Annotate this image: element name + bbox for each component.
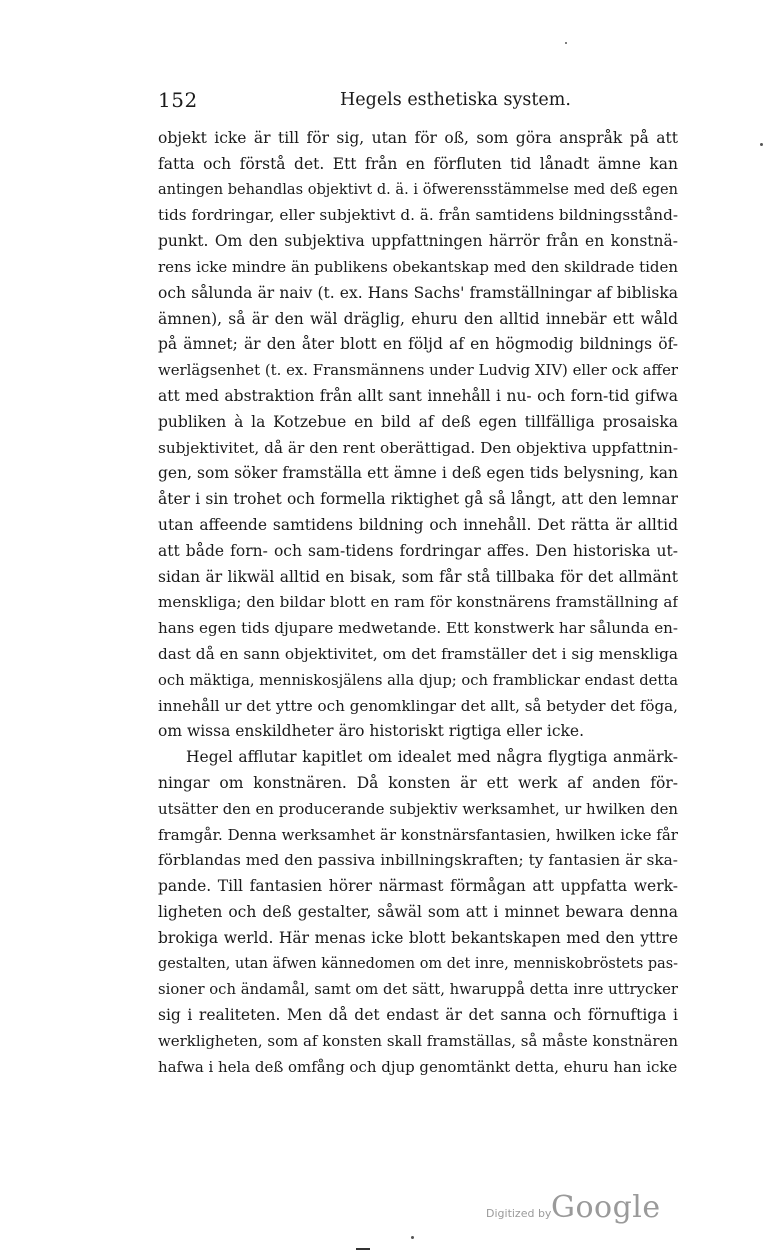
text-line: antingen behandlas objektivt d. ä. i öfwerensstämmelse med deß egen	[158, 181, 678, 198]
google-logo: Google	[551, 1190, 661, 1225]
text-line: objekt icke är till för sig, utan för oß, som göra anspråk på att	[158, 129, 678, 147]
text-line: fatta och förstå det. Ett från en förfluten tid lånadt ämne kan	[158, 154, 678, 173]
paper-speck	[760, 143, 763, 146]
text-line: sidan är likwäl alltid en bisak, som får stå tillbaka för det allmänt	[158, 567, 678, 586]
paper-speck	[411, 1236, 414, 1239]
paragraph	[158, 126, 678, 745]
text-line: på ämnet; är den åter blott en följd af en högmodig bildnings öf-	[158, 335, 678, 354]
text-line: att både forn- och sam-tidens fordringar affes. Den historiska ut-	[158, 541, 678, 560]
page-number: 152	[158, 88, 198, 112]
text-line: utsätter den en producerande subjektiv werksamhet, ur hwilken den	[158, 799, 678, 818]
text-line: gen, som söker framställa ett ämne i deß egen tids belysning, kan	[158, 464, 678, 483]
page-edge-mark	[356, 1248, 370, 1250]
watermark-text: Digitized by	[486, 1207, 552, 1220]
text-line: att med abstraktion från allt sant innehåll i nu- och forn-tid gifwa	[158, 386, 678, 405]
text-line: subjektivitet, då är den rent oberättigad. Den objektiva uppfattnin-	[158, 438, 678, 457]
text-line: publiken à la Kotzebue en bild af deß egen tillfälliga prosaiska	[158, 412, 678, 431]
text-line: hans egen tids djupare medwetande. Ett konstwerk har sålunda en-	[158, 619, 678, 638]
text-line: gestalten, utan äfwen kännedomen om det inre, menniskobröstets pas-	[158, 955, 678, 972]
text-line: sioner och ändamål, samt om det sätt, hwaruppå detta inre uttrycker	[158, 981, 678, 999]
text-line: förblandas med den passiva inbillningskraften; ty fantasien är ska-	[158, 851, 678, 870]
body-text	[158, 126, 678, 1080]
text-line: sig i realiteten. Men då det endast är det sanna och förnuftiga i	[158, 1006, 678, 1025]
page-header	[158, 88, 678, 116]
text-line: hafwa i hela deß omfång och djup genomtänkt detta, ehuru han icke	[158, 1057, 678, 1076]
text-line: om wissa enskildheter äro historiskt rigtiga eller icke.	[158, 722, 585, 741]
text-line: framgår. Denna werksamhet är konstnärsfantasien, hwilken icke får	[158, 825, 678, 844]
text-line: och mäktiga, menniskosjälens alla djup; och framblickar endast detta	[158, 671, 678, 689]
text-line: punkt. Om den subjektiva uppfattningen härrör från en konstnä-	[158, 232, 678, 251]
text-line: rens icke mindre än publikens obekantskap med den skildrade tiden	[158, 257, 678, 276]
text-line: Hegel afflutar kapitlet om idealet med några flygtiga anmärk-	[186, 748, 678, 767]
text-line: pande. Till fantasien hörer närmast förmågan att uppfatta werk-	[158, 877, 678, 896]
text-line: menskliga; den bildar blott en ram för konstnärens framställning af	[158, 593, 678, 612]
text-line: utan affeende samtidens bildning och innehåll. Det rätta är alltid	[158, 515, 678, 534]
text-line: ämnen), så är den wäl dräglig, ehuru den alltid innebär ett wåld	[158, 309, 678, 328]
text-line: ningar om konstnären. Då konsten är ett werk af anden för-	[158, 773, 678, 792]
text-line: och sålunda är naiv (t. ex. Hans Sachs' framställningar af bibliska	[158, 283, 678, 302]
text-line: innehåll ur det yttre och genomklingar det allt, så betyder det föga,	[158, 696, 678, 715]
running-head: Hegels esthetiska system.	[340, 90, 571, 110]
paper-speck	[565, 42, 567, 44]
text-line: dast då en sann objektivitet, om det framställer det i sig menskliga	[158, 644, 678, 663]
text-line: ligheten och deß gestalter, såwäl som att i minnet bewara denna	[158, 902, 678, 921]
text-line: werkligheten, som af konsten skall framställas, så måste konstnären	[158, 1031, 678, 1050]
paragraph	[158, 745, 678, 1080]
text-line: tids fordringar, eller subjektivt d. ä. från samtidens bildningsstånd-	[158, 206, 678, 225]
text-line: åter i sin trohet och formella riktighet gå så långt, att den lemnar	[158, 490, 678, 509]
text-line: brokiga werld. Här menas icke blott bekantskapen med den yttre	[158, 928, 678, 947]
text-line: werlägsenhet (t. ex. Fransmännens under Ludvig XIV) eller ock affer	[158, 361, 678, 380]
